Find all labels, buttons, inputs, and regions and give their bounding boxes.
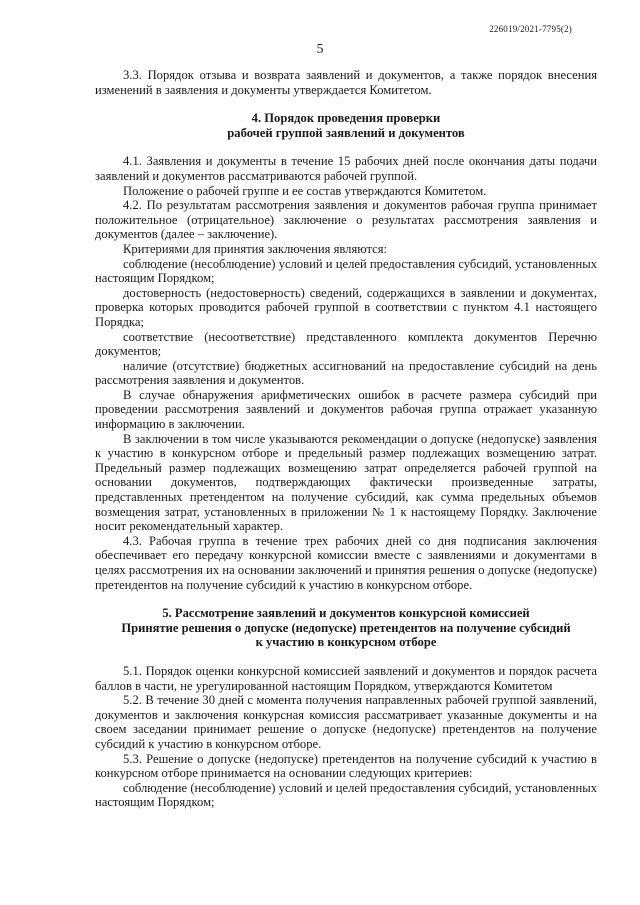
paragraph-4-1-working-group: Положение о рабочей группе и ее состав утверждаются Комитетом. xyxy=(123,183,487,198)
section-4-heading-line-2: рабочей группой заявлений и документов xyxy=(227,125,465,140)
criterion-5-3-compliance: соблюдение (несоблюдение) условий и целей предоставления субсидий, установленных настоящим Порядком; xyxy=(95,780,597,810)
paragraph-4-2-recommendations: В заключении в том числе указываются рекомендации о допуске (недопуске) заявления к участию в конкурсном отборе и предельный размер подлежащих возмещению затрат. Предельный размер подлежащих возмещению затрат определяется рабочей группой на основании документов, подтверждающих фактически произведенные затраты, представленных претендентом на получение субсидий, как сумма предельных объемов возмещения затрат, установленных в приложении № 1 к настоящему Порядку. Заключение носит рекомендательный характер. xyxy=(95,431,597,534)
criterion-budget: наличие (отсутствие) бюджетных ассигнований на предоставление субсидий на день рассмотрения заявления и документов. xyxy=(95,358,597,388)
section-5-heading-line-1: 5. Рассмотрение заявлений и документов конкурсной комиссией xyxy=(162,606,530,621)
paragraph-5-2: 5.2. В течение 30 дней с момента получения направленных рабочей группой заявлений, документов и заключения конкурсная комиссия рассматривает указанные документы и на своем заседании принимает решение о допуске (недопуске) претендентов на получение субсидий к участию в конкурсном отборе. xyxy=(95,693,597,751)
criterion-reliability: достоверность (недостоверность) сведений, содержащихся в заявлении и документах, проверка которых проводится рабочей группой в соответствии с пунктом 4.1 настоящего Порядка; xyxy=(95,285,597,329)
paragraph-4-2-criteria-intro: Критериями для принятия заключения являются: xyxy=(123,241,388,256)
paragraph-5-3: 5.3. Решение о допуске (недопуске) претендентов на получение субсидий к участию в конкурсном отборе принимается на основании следующих критериев: xyxy=(95,751,597,781)
paragraph-4-2: 4.2. По результатам рассмотрения заявления и документов рабочая группа принимает положительное (отрицательное) заключение о результатах рассмотрения заявления и документов (далее – заключение). xyxy=(95,198,597,242)
document-number: 226019/2021-7795(2) xyxy=(489,24,572,34)
section-4-heading-line-1: 4. Порядок проведения проверки xyxy=(251,111,441,126)
document-body xyxy=(95,68,597,810)
paragraph-5-1: 5.1. Порядок оценки конкурсной комиссией заявлений и документов и порядок расчета баллов в части, не урегулированной настоящим Порядком, утверждаются Комитетом xyxy=(95,663,597,693)
criterion-compliance: соблюдение (несоблюдение) условий и целей предоставления субсидий, установленных настоящим Порядком; xyxy=(95,256,597,286)
paragraph-4-2-errors: В случае обнаружения арифметических ошибок в расчете размера субсидий при проведении рассмотрения заявлений и документов рабочая группа отражает указанную информацию в заключении. xyxy=(95,387,597,432)
criterion-document-set: соответствие (несоответствие) представленного комплекта документов Перечню документов; xyxy=(95,329,597,359)
section-5-heading-line-2: Принятие решения о допуске (недопуске) претендентов на получение субсидий xyxy=(121,620,571,635)
paragraph-3-3: 3.3. Порядок отзыва и возврата заявлений и документов, а также порядок внесения изменений в заявления и документы утверждается Комитетом. xyxy=(95,68,597,97)
paragraph-4-3: 4.3. Рабочая группа в течение трех рабочих дней со дня подписания заключения обеспечивает его передачу конкурсной комиссии вместе с заявлениями и документами в целях рассмотрения их на основании заключений и принятия решения о допуске (недопуске) претендентов на получение субсидий к участию в конкурсном отборе. xyxy=(95,533,597,592)
paragraph-4-1: 4.1. Заявления и документы в течение 15 рабочих дней после окончания даты подачи заявлений и документов рассматриваются рабочей группой. xyxy=(95,154,597,183)
page-number: 5 xyxy=(316,42,324,57)
section-5-heading-line-3: к участию в конкурсном отборе xyxy=(255,635,437,650)
